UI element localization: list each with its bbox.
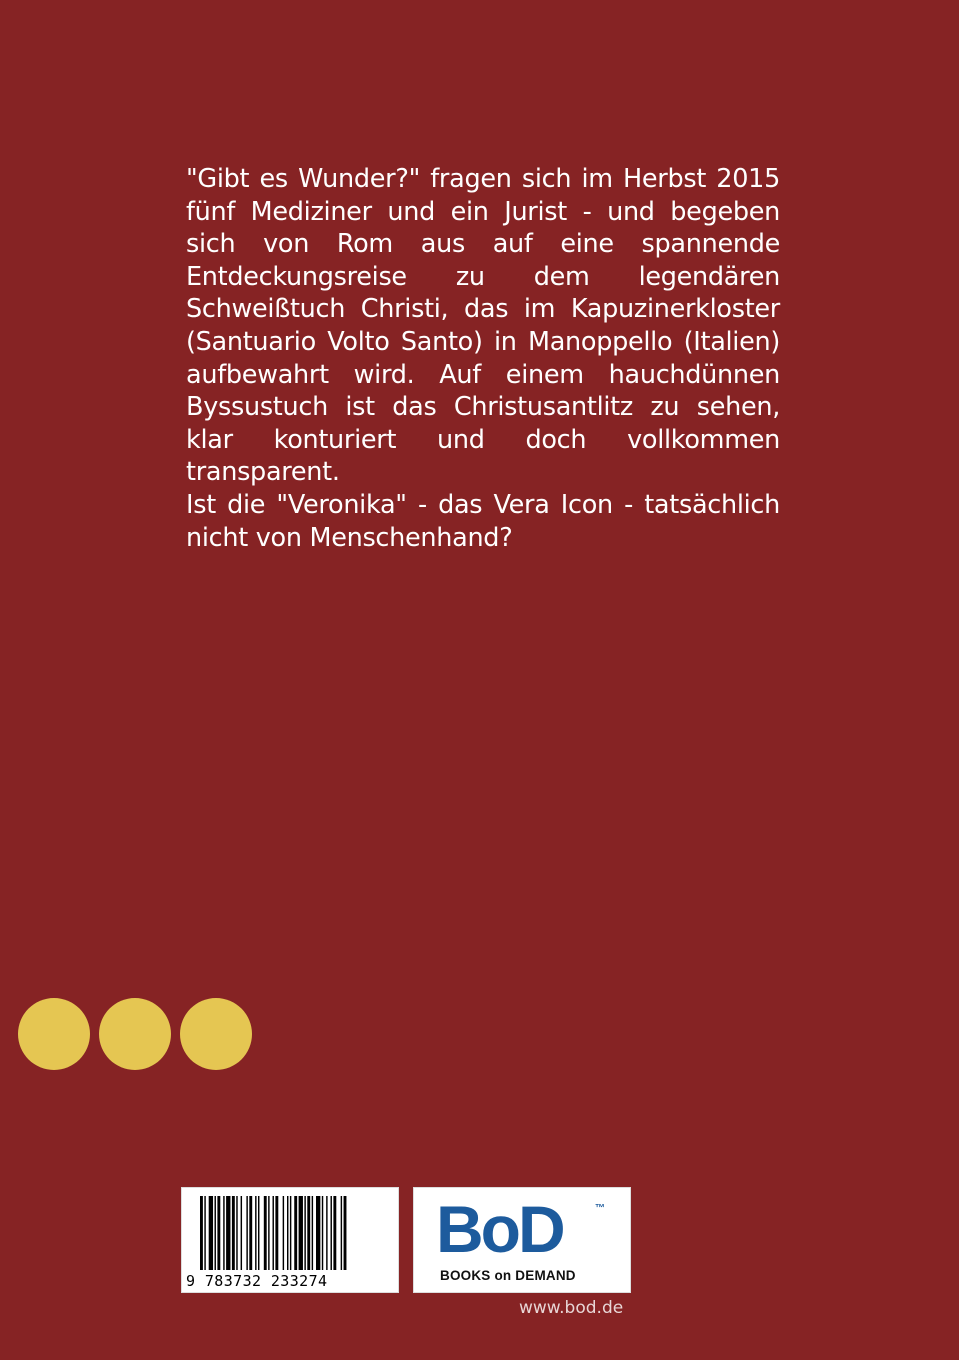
publisher-logo — [413, 1187, 631, 1293]
barcode-bar — [322, 1196, 323, 1270]
barcode-bar — [287, 1196, 288, 1270]
barcode-bar — [223, 1196, 224, 1270]
barcode-bar — [331, 1196, 332, 1270]
barcode-bar — [226, 1196, 230, 1270]
barcode-bar — [316, 1196, 320, 1270]
barcode-bar — [344, 1196, 347, 1270]
barcode-bar — [249, 1196, 252, 1270]
barcode-bar — [215, 1196, 216, 1270]
barcode-bar — [312, 1196, 313, 1270]
barcode-bar — [209, 1196, 213, 1270]
barcode-bar — [241, 1196, 242, 1270]
trademark-symbol: ™ — [595, 1203, 605, 1214]
yellow-dot-1 — [18, 998, 90, 1070]
barcode-bar — [246, 1196, 247, 1270]
barcode-bar — [268, 1196, 269, 1270]
yellow-dot-3 — [180, 998, 252, 1070]
barcode-bar — [273, 1196, 274, 1270]
barcode-bar — [304, 1196, 305, 1270]
barcode-bar — [307, 1196, 310, 1270]
barcode-bar — [294, 1196, 297, 1270]
barcode-bar — [200, 1196, 203, 1270]
blurb-paragraph-1: "Gibt es Wunder?" fragen sich im Herbst 2015 fünf Mediziner und ein Jurist - und begeben sich von Rom aus auf eine spannende Entdeckungsreise zu dem legendären Schweißtuch Christi, das im Kapuzinerkloster (Santuario Volto Santo) in Manoppello (Italien) aufbewahrt wird. Auf einem hauchdünnen Byssustuch ist das Christusantlitz zu sehen, klar konturiert und doch vollkommen transparent. — [186, 164, 780, 488]
decorative-dots — [18, 998, 252, 1070]
barcode-bar — [326, 1196, 327, 1270]
barcode-bar — [264, 1196, 267, 1270]
isbn-number: 9 783732 233274 — [186, 1272, 328, 1290]
publisher-tagline: BOOKS on DEMAND — [440, 1268, 576, 1283]
barcode-bar — [217, 1196, 220, 1270]
barcode-bar — [341, 1196, 342, 1270]
barcode-bar — [236, 1196, 237, 1270]
barcode-bar — [232, 1196, 235, 1270]
blurb-paragraph-2: Ist die "Veronika" - das Vera Icon - tatsächlich nicht von Menschenhand? — [186, 489, 780, 553]
barcode-bar — [290, 1196, 291, 1270]
bod-logo-wordmark: BoD — [436, 1192, 563, 1266]
barcode-bar — [204, 1196, 205, 1270]
barcode-bar — [258, 1196, 259, 1270]
barcode-bar — [275, 1196, 278, 1270]
back-cover-blurb — [186, 163, 780, 554]
barcode-bar — [333, 1196, 336, 1270]
barcode-bar — [299, 1196, 303, 1270]
isbn-barcode — [181, 1187, 399, 1293]
barcode-bars — [182, 1188, 400, 1272]
yellow-dot-2 — [99, 998, 171, 1070]
barcode-bar — [283, 1196, 284, 1270]
publisher-url: www.bod.de — [519, 1298, 624, 1318]
barcode-bar — [255, 1196, 256, 1270]
